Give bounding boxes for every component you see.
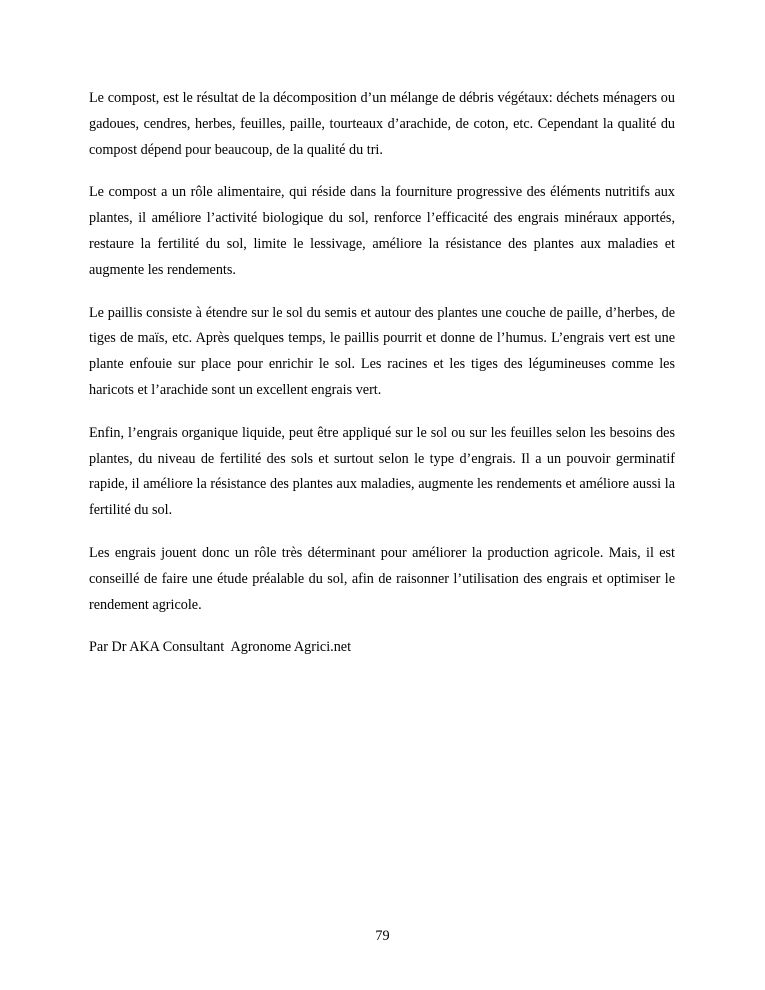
paragraph-conclusion: Les engrais jouent donc un rôle très déterminant pour améliorer la production agricole. Mais, il est conseillé de faire une étude préalable du sol, afin de raisonner l’utilisation des engrais et optimiser le rendement agricole. — [89, 544, 675, 613]
paragraph-compost-role: Le compost a un rôle alimentaire, qui réside dans la fourniture progressive des éléments nutritifs aux plantes, il améliore l’activité biologique du sol, renforce l’efficacité des engrais minéraux apportés, restaure la fertilité du sol, limite le lessivage, améliore la résistance des plantes aux maladies et augmente les rendements. — [89, 184, 675, 278]
page-number: 79 — [375, 928, 390, 944]
paragraph-paillis-engrais-vert: Le paillis consiste à étendre sur le sol du semis et autour des plantes une couche de paille, d’herbes, de tiges de maïs, etc. Après quelques temps, le paillis pourrit et donne de l’humus. L’engrais vert est une plante enfouie sur place pour enrichir le sol. Les racines et les tiges des légumineuses comme les haricots et l’arachide sont un excellent engrais vert. — [89, 304, 675, 398]
author-signature: Par Dr AKA Consultant Agronome Agrici.net — [89, 639, 352, 656]
document-body — [89, 86, 675, 661]
paragraph-compost-definition: Le compost, est le résultat de la décomposition d’un mélange de débris végétaux: déchets ménagers ou gadoues, cendres, herbes, feuilles, paille, tourteaux d’arachide, de coton, etc. Cependant la qualité du compost dépend pour beaucoup, de la qualité du tri. — [89, 90, 675, 158]
paragraph-engrais-liquide: Enfin, l’engrais organique liquide, peut être appliqué sur le sol ou sur les feuilles selon les besoins des plantes, du niveau de fertilité des sols et surtout selon le type d’engrais. Il a un pouvoir germinatif rapide, il améliore la résistance des plantes aux maladies, augmente les rendements et améliore aussi la fertilité du sol. — [89, 424, 675, 519]
